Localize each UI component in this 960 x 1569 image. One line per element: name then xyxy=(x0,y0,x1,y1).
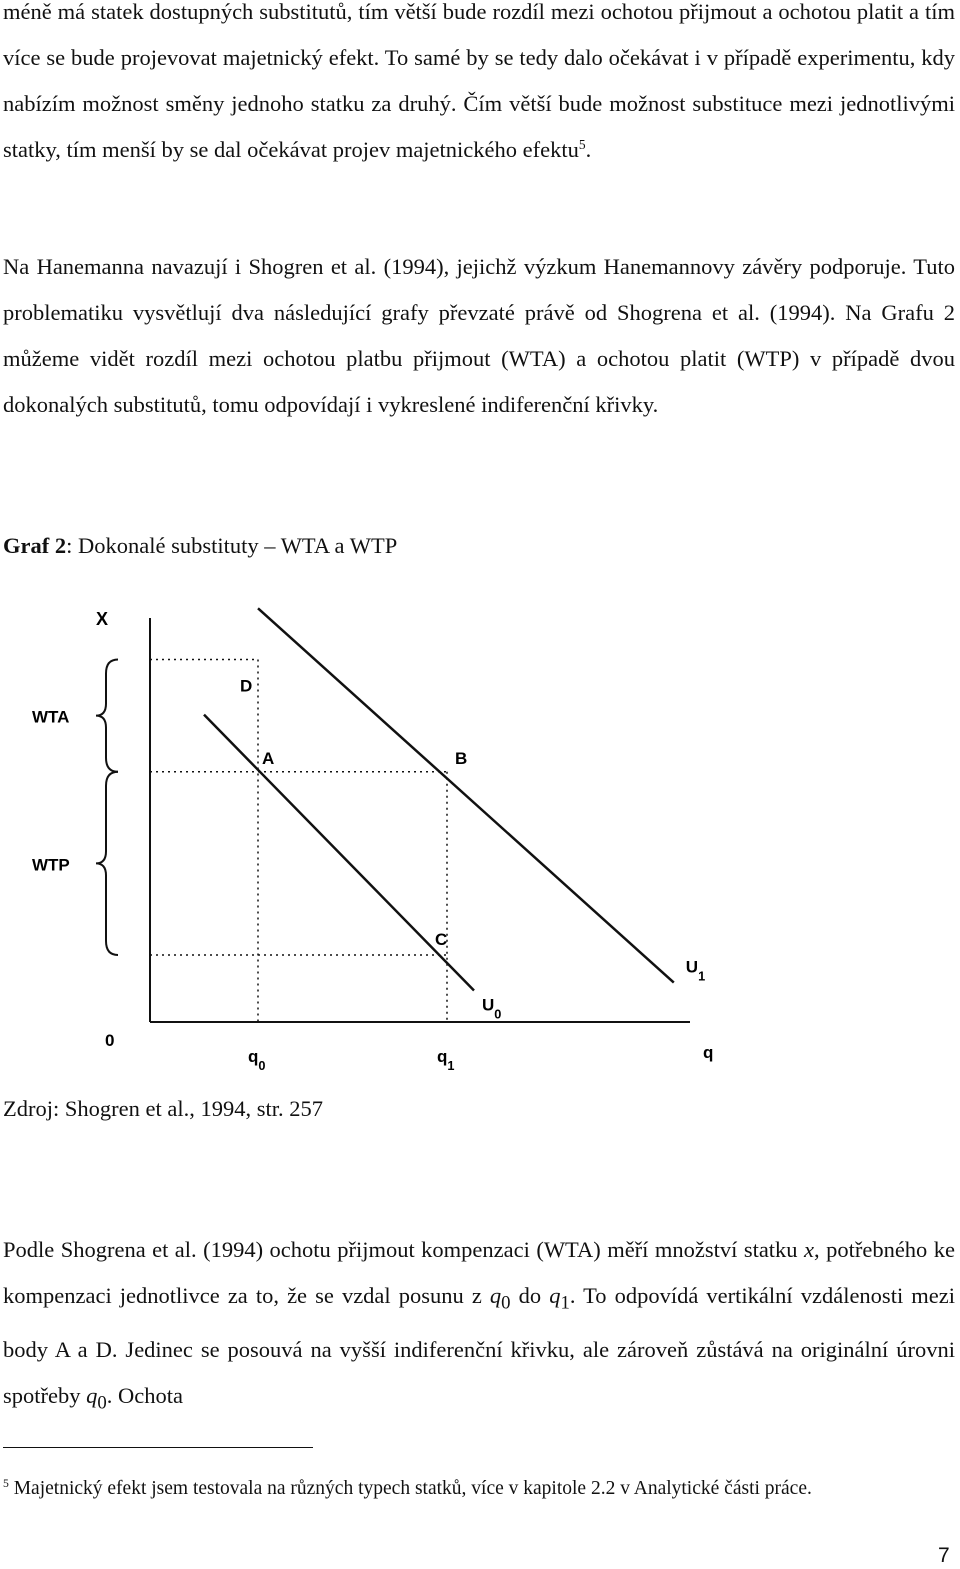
footnote-reference[interactable]: 5 xyxy=(578,136,586,152)
paragraph-1: méně má statek dostupných substitutů, tím větší bude rozdíl mezi ochotou přijmout a ochotou platit a tím více se bude projevovat majetnický efekt. To samé by se tedy dalo očekávat i v případě experimentu, kdy nabízím možnost směny jednoho statku za druhý. Čím větší bude možnost substituce mezi jednotlivými statky, tím menší by se dal očekávat projev majetnického efektu$^5$. xyxy=(3,0,955,162)
paragraph-3: Podle Shogrena et al. (1994) ochotu přijmout kompenzaci (WTA) měří množství statku x, potřebného ke kompenzaci jednotlivce za to, že se vzdal posunu z $q_0$ do $q_1$. To odpovídá vertikální vzdálenosti mezi body A a D. Jedinec se posouvá na vyšší indiferenční křivku, ale zároveň zůstává na originální úrovni spotřeby $q_0$. Ochota xyxy=(3,1237,955,1413)
figure-label: Graf 2 xyxy=(3,533,67,558)
bracket-wtp xyxy=(96,772,118,955)
bracket-wta xyxy=(96,660,118,772)
figure-source: Zdroj: Shogren et al., 1994, str. 257 xyxy=(3,1096,323,1121)
curve-U0 xyxy=(204,715,474,991)
bracket-label-wtp: WTP xyxy=(32,855,70,875)
page-number: 7 xyxy=(938,1544,950,1567)
x-tick-label-0: $q_0$ xyxy=(248,1047,266,1073)
indifference-curve-chart xyxy=(0,590,760,1090)
footnote-text: Majetnický efekt jsem testovala na různých typech statků, více v kapitole 2.2 v Analytické části práce. xyxy=(8,1478,812,1499)
y-axis-label: X xyxy=(96,609,109,629)
point-label-D: D xyxy=(240,676,253,696)
point-label-C: C xyxy=(435,930,448,950)
figure-title: : Dokonalé substituty – WTA a WTP xyxy=(66,533,398,558)
x-axis-label: q xyxy=(703,1043,714,1062)
curve-U1 xyxy=(258,608,674,982)
x-tick-label-1: $q_1$ xyxy=(437,1047,455,1073)
point-label-B: B xyxy=(455,748,468,768)
point-label-A: A xyxy=(262,748,275,768)
curve-label-U1: $U_1$ xyxy=(685,957,706,984)
footnote xyxy=(3,1478,812,1500)
footnote-number: 5 xyxy=(3,1476,9,1490)
curve-label-U0: $U_0$ xyxy=(482,995,502,1022)
origin-label: 0 xyxy=(105,1031,115,1050)
footnote-separator xyxy=(3,1447,313,1448)
paragraph-2: Na Hanemanna navazují i Shogren et al. (1994), jejichž výzkum Hanemannovy závěry podporuje. Tuto problematiku vysvětlují dva následující grafy převzaté právě od Shogrena et al. (1994). Na Grafu 2 můžeme vidět rozdíl mezi ochotou platbu přijmout (WTA) a ochotou platit (WTP) v případě dvou dokonalých substitutů, tomu odpovídají i vykreslené indiferenční křivky. xyxy=(3,254,955,417)
bracket-label-wta: WTA xyxy=(32,707,70,727)
figure-caption xyxy=(3,533,397,559)
